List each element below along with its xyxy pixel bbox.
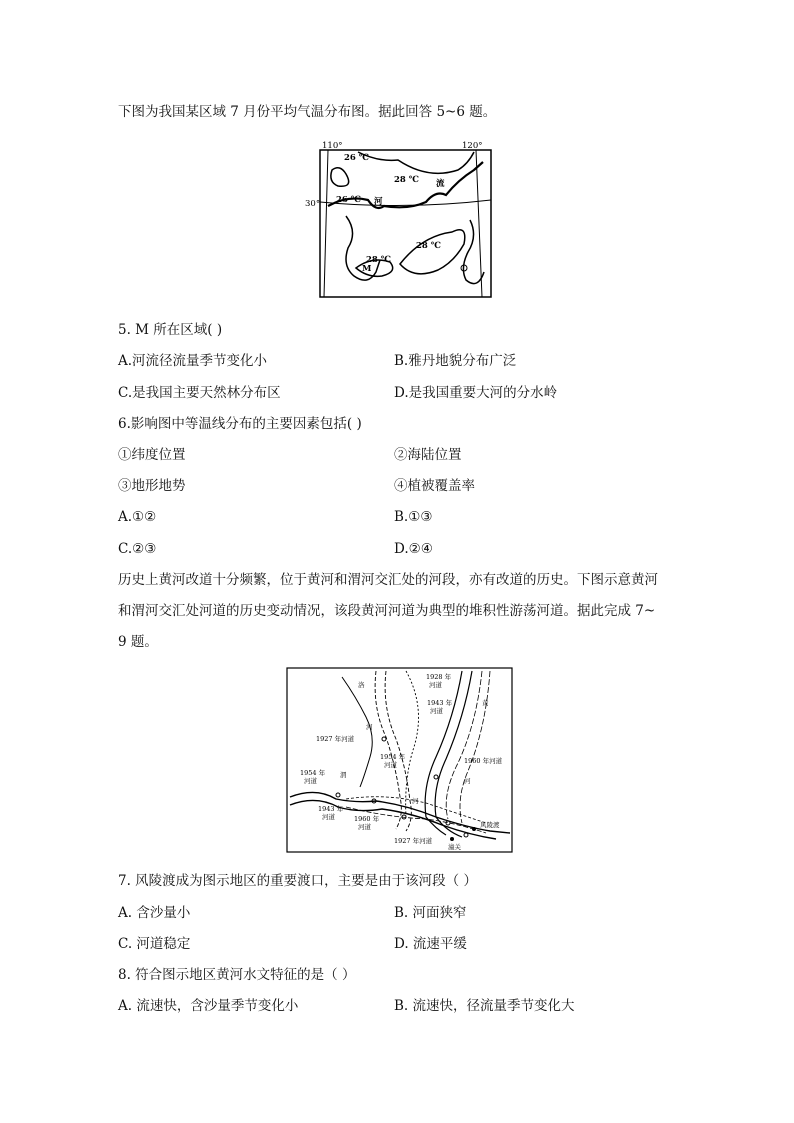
svg-text:110°: 110° [322,141,343,151]
svg-text:1927 年河道: 1927 年河道 [394,837,433,845]
channel-1960 [425,671,462,835]
svg-text:河: 河 [366,723,373,731]
isotherm-closed [331,168,349,187]
q6-factor-1: ①纬度位置 [118,447,186,463]
svg-text:风陵渡: 风陵渡 [480,821,500,829]
q6-factor-3: ③地形地势 [118,478,186,494]
channel-1943 [406,671,419,817]
q7-b: B. 河面狭窄 [394,905,467,921]
q5-c: C.是我国主要天然林分布区 [118,385,281,401]
svg-text:1960 年: 1960 年 [354,815,380,823]
intro-7-9-line3: 9 题。 [118,634,158,650]
svg-text:河道: 河道 [430,707,443,715]
meridian-120 [476,150,482,297]
q6-b: B.①③ [394,509,433,525]
q5-d: D.是我国重要大河的分水岭 [394,385,558,401]
svg-text:黄: 黄 [482,699,489,707]
temperature-map [305,140,494,300]
svg-text:1943 年: 1943 年 [318,805,344,813]
svg-text:1927 年河道: 1927 年河道 [316,735,355,743]
svg-text:1954 年: 1954 年 [300,769,326,777]
svg-text:M: M [362,264,372,274]
svg-text:河道: 河道 [384,761,397,769]
svg-text:洛: 洛 [358,681,365,689]
luo-river [342,677,372,787]
q7-c: C. 河道稳定 [118,936,191,952]
svg-text:河: 河 [412,797,419,805]
intro-7-9-line1: 历史上黄河改道十分频繁，位于黄河和渭河交汇处的河段，亦有改道的历史。下图示意黄河 [118,572,658,588]
q6-stem: 6.影响图中等温线分布的主要因素包括( ) [118,416,362,432]
svg-text:流: 流 [436,179,445,189]
svg-text:河: 河 [464,777,471,785]
svg-text:潼关: 潼关 [448,843,461,851]
q7-stem: 7. 风陵渡成为图示地区的重要渡口，主要是由于该河段（ ） [118,873,477,889]
svg-text:120°: 120° [462,141,483,151]
isotherm-28-north [358,152,474,173]
svg-text:28 ℃: 28 ℃ [394,175,419,185]
q6-c: C.②③ [118,541,157,557]
svg-text:28 ℃: 28 ℃ [366,255,391,265]
q5-stem: 5. M 所在区域( ) [118,322,223,338]
svg-text:河道: 河道 [304,777,317,785]
svg-text:1954 年: 1954 年 [380,753,406,761]
svg-text:26 ℃: 26 ℃ [336,195,361,205]
q8-stem: 8. 符合图示地区黄河水文特征的是（ ） [118,967,356,983]
meridian-110 [324,150,328,297]
q8-b: B. 流速快，径流量季节变化大 [394,998,575,1014]
svg-text:1943 年: 1943 年 [427,699,453,707]
q7-d: D. 流速平缓 [394,936,467,952]
svg-text:河道: 河道 [322,813,335,821]
intro-7-9-line2: 和渭河交汇处河道的历史变动情况，该段黄河河道为典型的堆积性游荡河道。据此完成 7~ [118,603,656,619]
q5-b: B.雅丹地貌分布广泛 [394,353,517,369]
svg-text:河: 河 [374,197,383,207]
svg-text:28 ℃: 28 ℃ [416,241,441,251]
q6-factor-4: ④植被覆盖率 [394,478,475,494]
tongguan-marker [450,837,454,841]
q7-a: A. 含沙量小 [118,905,191,921]
q6-d: D.②④ [394,541,433,557]
q8-a: A. 流速快，含沙量季节变化小 [118,998,299,1014]
intro-5-6: 下图为我国某区域 7 月份平均气温分布图。据此回答 5~6 题。 [118,104,497,120]
svg-text:河道: 河道 [358,823,371,831]
svg-text:1960 年河道: 1960 年河道 [464,757,503,765]
svg-text:1928 年: 1928 年 [426,673,452,681]
q5-a: A.河流径流量季节变化小 [118,353,268,369]
river-channel-map [286,667,513,853]
svg-text:26 ℃: 26 ℃ [344,153,369,163]
map-frame [320,150,491,297]
q6-a: A.①② [118,509,157,525]
isotherm-28-east [400,230,465,274]
channel-1927 [460,671,490,823]
svg-text:30°: 30° [305,199,321,209]
fenglingdu-marker [472,827,476,831]
svg-text:渭: 渭 [340,771,347,779]
svg-text:河道: 河道 [429,681,442,689]
q6-factor-2: ②海陆位置 [394,447,462,463]
